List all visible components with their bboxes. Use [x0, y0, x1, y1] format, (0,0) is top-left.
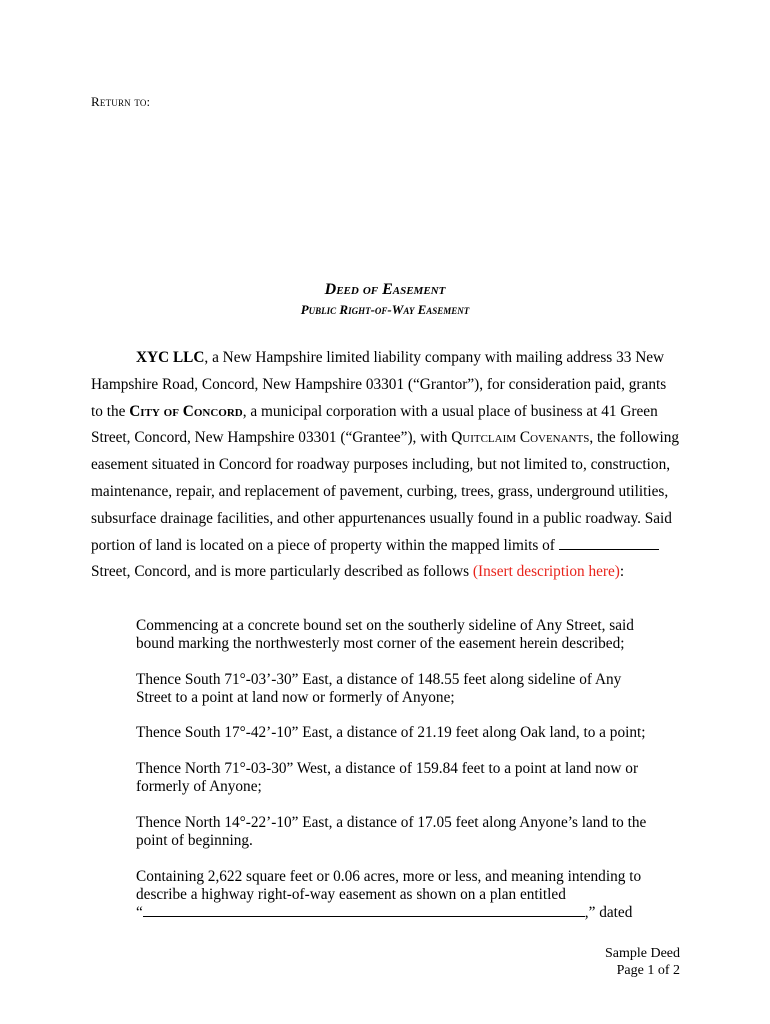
grant-colon: :	[619, 563, 625, 581]
plan-dated-text: ,” dated	[584, 904, 633, 921]
description-course-4: Thence North 14°-22’-10” East, a distance of 17.05 feet along Anyone’s land to the point of beginning.	[136, 814, 647, 849]
footer-doc-name: Sample Deed	[604, 946, 680, 961]
document-title: Deed of Easement	[324, 281, 446, 298]
grant-text-3: , the following easement situated in Concord for roadway purposes including, but not limited to, construction, maintenance, repair, and replacement of pavement, curbing, trees, grass, underground utilities, subsurface drainage facilities, and other appurtenances usually found in a public roadway. Said portion of land is located on a piece of property within the mapped limits of	[91, 429, 679, 554]
footer-page-number: Page 1 of 2	[616, 963, 680, 978]
street-name-blank	[559, 535, 659, 550]
insert-description-note: (Insert description here)	[472, 563, 620, 581]
grant-text-4: Street, Concord, and is more particularly described as follows	[91, 563, 473, 581]
document-subtitle: Public Right-of-Way Easement	[300, 302, 470, 317]
description-commencing: Commencing at a concrete bound set on the southerly sideline of Any Street, said bound marking the northwesterly most corner of the easement herein described;	[136, 617, 634, 652]
return-to-label: Return to:	[91, 94, 151, 109]
grant-text-2: , a municipal corporation with a usual place of business at 41 Green Street, Concord, New Hampshire 03301 (“Grantee”), with	[91, 402, 658, 447]
description-containing	[136, 868, 656, 922]
plan-title-blank	[143, 903, 585, 917]
plan-open-quote: “	[136, 904, 143, 921]
page-footer	[605, 945, 680, 979]
grant-text-1: , a New Hampshire limited liability company with mailing address 33 New Hampshire Road, Concord, New Hampshire 03301 (“Grantor”), for consideration paid, grants to the	[91, 349, 667, 420]
description-course-1: Thence South 71°-03’-30” East, a distance of 148.55 feet along sideline of Any Street to a point at land now or formerly of Anyone;	[136, 671, 622, 706]
description-course-3: Thence North 71°-03-30” West, a distance of 159.84 feet to a point at land now or formerly of Anyone;	[136, 760, 639, 795]
containing-text: Containing 2,622 square feet or 0.06 acres, more or less, and meaning intending to describe a highway right-of-way easement as shown on a plan entitled	[136, 868, 642, 903]
covenants-term: Quitclaim Covenants	[451, 429, 590, 447]
description-course-2: Thence South 17°-42’-10” East, a distance of 21.19 feet along Oak land, to a point;	[136, 724, 646, 741]
grantee-name: City of Concord	[129, 402, 243, 420]
grantor-name: XYC LLC	[136, 349, 205, 366]
grant-paragraph	[91, 345, 681, 586]
